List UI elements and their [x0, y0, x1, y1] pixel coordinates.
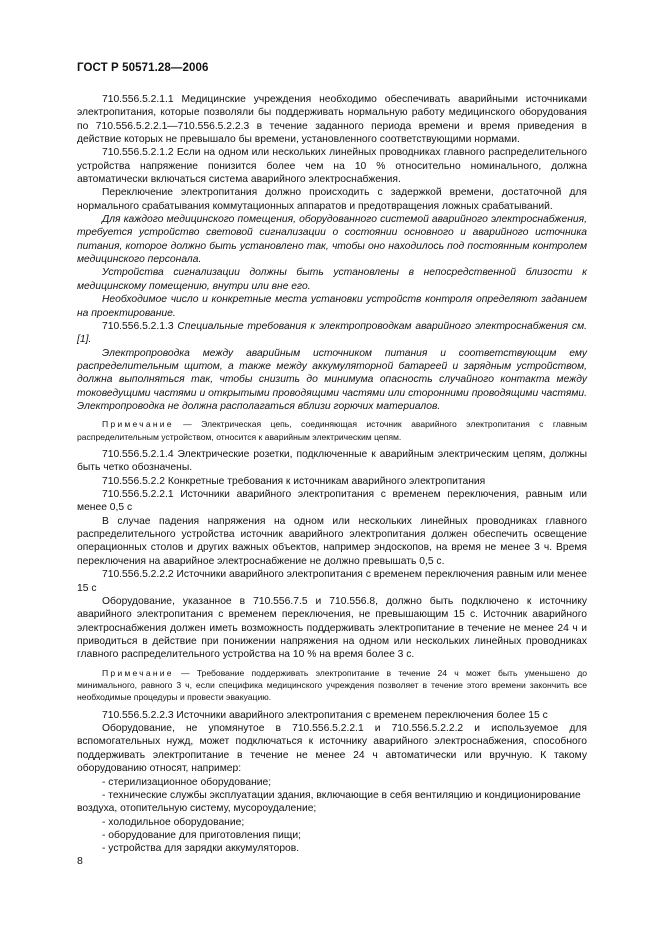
paragraph-control-count: Необходимое число и конкретные места установки устройств контроля определяют заданием на проектирование.: [77, 294, 587, 319]
paragraph-710-556-5-2-1-4: 710.556.5.2.1.4 Электрические розетки, подключенные к аварийным электрическим цепям, должны быть четко обозначены.: [77, 449, 587, 474]
page-number: 8: [77, 855, 83, 867]
paragraph-710-556-5-2-2-2: 710.556.5.2.2.2 Источники аварийного электропитания с временем переключения равным или менее 15 с: [77, 569, 587, 594]
paragraph-voltage-drop: В случае падения напряжения на одном или нескольких линейных проводниках главного распределительного устройства источник аварийного электропитания должен обеспечить освещение операционных столов и других важных объектов, например эндоскопов, на время не менее 3 ч. Время переключения на аварийное электроснабжение не должно превышать 0,5 с.: [77, 515, 587, 567]
paragraph-wiring: Электропроводка между аварийным источником питания и соответствующим ему распределительным щитом, а также между аккумуляторной батареей и зарядным устройством, должна выполняться так, чтобы снизить до минимума опасность случайного контакта между токоведущими частями и открытыми проводящими частями или сторонними проводящими частями. Электропроводка не должна располагаться вблизи горючих материалов.: [77, 347, 587, 412]
paragraph-710-556-5-2-2-1: 710.556.5.2.2.1 Источники аварийного электропитания с временем переключения, равным или менее 0,5 с: [77, 489, 587, 514]
clause-text: Специальные требования к электропроводкам аварийного электроснабжения см. [1].: [77, 320, 587, 346]
note-24h: [77, 667, 587, 704]
list-item: - оборудование для приготовления пищи;: [102, 829, 302, 841]
document-body: [77, 93, 587, 856]
paragraph-710-556-5-2-1-3: [77, 320, 587, 347]
paragraph-signaling-device: Для каждого медицинского помещения, оборудованного системой аварийного электроснабжения, требуется устройство световой сигнализации о состоянии основного и аварийного источника питания, которое должно быть установлено так, чтобы оно находилось под постоянным контролем медицинского персонала.: [77, 214, 587, 266]
list-item: - стерилизационное оборудование;: [102, 776, 272, 788]
clause-number: 710.556.5.2.1.3: [102, 320, 174, 332]
list-item: - холодильное оборудование;: [102, 816, 245, 828]
note-text: — Требование поддерживать электропитание в течение 24 ч может быть уменьшено до минимального, равного 3 ч, если специфика медицинского учреждения позволяет в течение этого времени закончить все необходимые процедуры и провести эвакуацию.: [77, 667, 587, 703]
paragraph-710-556-5-2-1-2: 710.556.5.2.1.2 Если на одном или нескольких линейных проводниках главного распределительного устройства напряжение понизится более чем на 10 % относительно номинального, должна автоматически включаться система аварийного электроснабжения.: [77, 147, 587, 186]
paragraph-710-556-5-2-2-3: 710.556.5.2.2.3 Источники аварийного электропитания с временем переключения более 15 с: [102, 709, 548, 721]
paragraph-710-556-5-2-1-1: 710.556.5.2.1.1 Медицинские учреждения необходимо обеспечивать аварийными источниками электропитания, которые позволяли бы поддерживать нормальную работу медицинского оборудования по 710.556.5.2.2.1—710.556.5.2.2.3 в течение заданного периода времени и время приведения в действие которых не превышало бы времени, установленного соответствующими нормами.: [77, 94, 587, 146]
list-item: - технические службы эксплуатации здания, включающие в себя вентиляцию и кондиционирование воздуха, отопительную систему, мусороудаление;: [77, 789, 581, 815]
note-text: — Электрическая цепь, соединяющая источник аварийного электропитания с главным распределительным устройством, относится к аварийным электрическим цепям.: [77, 419, 587, 442]
paragraph-710-556-5-2-2: 710.556.5.2.2 Конкретные требования к источникам аварийного электропитания: [102, 475, 486, 487]
paragraph-auxiliary-equipment: Оборудование, не упомянутое в 710.556.5.2.2.1 и 710.556.5.2.2.2 и используемое для вспомогательных нужд, может подключаться к источнику аварийного электроснабжения, способного поддерживать электропитание в течение не менее 24 ч автоматически или вручную. К такому оборудованию относят, например:: [77, 723, 587, 775]
note-label: Примечание: [102, 667, 174, 678]
paragraph-equipment-15s: Оборудование, указанное в 710.556.7.5 и 710.556.8, должно быть подключено к источнику аварийного электропитания с временем переключения, не превышающим 15 с. Источник аварийного электроснабжения должен иметь возможность поддерживать электропитание в течение не менее 24 ч и приводиться в действие при понижении напряжения на одном или нескольких линейных проводниках главного распределительного устройства на 10 % на время более 3 с.: [77, 595, 587, 661]
list-item: - устройства для зарядки аккумуляторов.: [102, 843, 300, 855]
note-emergency-circuit: [77, 418, 587, 443]
document-header: ГОСТ Р 50571.28—2006: [77, 62, 209, 74]
note-label: Примечание: [102, 419, 174, 430]
paragraph-switching-delay: Переключение электропитания должно происходить с задержкой времени, достаточной для нормального срабатывания коммутационных аппаратов и предотвращения ложных срабатываний.: [77, 187, 587, 212]
paragraph-signaling-location: Устройства сигнализации должны быть установлены в непосредственной близости к медицинскому помещению, внутри или вне его.: [77, 267, 587, 292]
